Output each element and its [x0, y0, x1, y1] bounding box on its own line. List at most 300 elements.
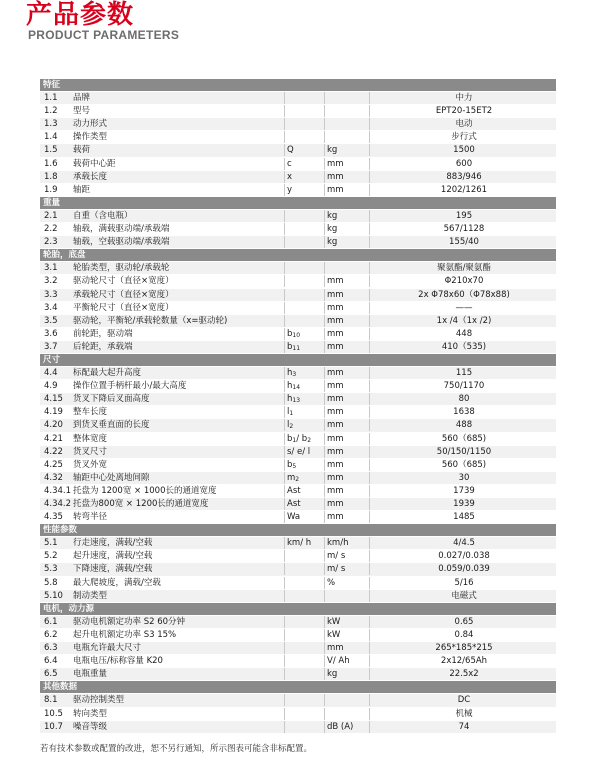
row-value: 机械	[455, 708, 473, 719]
row-symbol	[287, 367, 296, 379]
column-divider	[284, 577, 285, 589]
row-value: 600	[455, 158, 473, 169]
row-symbol	[287, 406, 293, 418]
column-divider	[324, 419, 325, 431]
column-divider	[369, 275, 370, 287]
column-divider	[369, 144, 370, 156]
row-number: 3.6	[44, 328, 58, 339]
column-divider	[369, 655, 370, 667]
row-value: 560（685)	[441, 459, 487, 470]
row-value: 115	[455, 368, 473, 379]
column-divider	[369, 563, 370, 575]
row-symbol	[287, 498, 301, 510]
column-divider	[284, 158, 285, 170]
row-description: 自重（含电瓶）	[73, 210, 133, 221]
row-unit: mm	[327, 394, 344, 405]
column-divider	[369, 341, 370, 353]
section-title: 电机，动力源	[43, 603, 95, 614]
symbol-text: b	[287, 341, 293, 352]
row-number: 5.10	[44, 590, 63, 601]
row-number: 3.5	[44, 315, 58, 326]
table-row	[40, 629, 556, 642]
column-divider	[284, 498, 285, 510]
column-divider	[369, 577, 370, 589]
column-divider	[369, 328, 370, 340]
row-number: 5.8	[44, 577, 58, 588]
column-divider	[324, 367, 325, 379]
row-value: 电动	[455, 119, 473, 130]
row-description: 电瓶重量	[73, 669, 108, 680]
column-divider	[369, 694, 370, 706]
symbol-text: h	[287, 394, 293, 405]
column-divider	[284, 511, 285, 523]
row-description: 操作位置手柄杆最小/最大高度	[73, 381, 187, 392]
column-divider	[369, 642, 370, 654]
table-row	[40, 708, 556, 721]
column-divider	[284, 590, 285, 602]
row-description: 起升速度，满载/空载	[73, 551, 153, 562]
row-description: 轴距中心处离地间隙	[73, 472, 150, 483]
column-divider	[284, 289, 285, 301]
symbol-subscript: 2	[289, 423, 294, 431]
column-divider	[369, 131, 370, 143]
column-divider	[324, 210, 325, 222]
row-symbol	[287, 380, 300, 392]
column-divider	[284, 341, 285, 353]
column-divider	[284, 642, 285, 654]
row-description: 标配最大起升高度	[73, 368, 142, 379]
row-number: 6.3	[44, 643, 58, 654]
row-value: 50/150/1150	[436, 446, 492, 457]
section-title: 性能参数	[43, 525, 78, 536]
row-value: 567/1128	[443, 224, 485, 235]
row-description: 货叉下降后叉面高度	[73, 394, 150, 405]
row-symbol	[287, 393, 300, 405]
row-description: 下降速度，满载/空载	[73, 564, 153, 575]
table-row	[40, 459, 556, 472]
table-row	[40, 92, 556, 105]
column-divider	[324, 721, 325, 733]
column-divider	[324, 590, 325, 602]
table-row	[40, 289, 556, 302]
symbol-text: Q	[287, 145, 294, 156]
row-description: 电瓶允许最大尺寸	[73, 643, 142, 654]
column-divider	[324, 616, 325, 628]
row-unit: kW	[327, 616, 341, 627]
column-divider	[369, 223, 370, 235]
column-divider	[284, 668, 285, 680]
row-value: 聚氨酯/聚氨酯	[437, 263, 491, 274]
row-value: 1485	[453, 512, 475, 523]
row-value: 560（685)	[441, 433, 487, 444]
symbol-subscript: 10	[292, 331, 301, 339]
row-unit: mm	[327, 171, 344, 182]
row-number: 4.20	[44, 420, 63, 431]
column-divider	[284, 315, 285, 327]
row-unit: mm	[327, 328, 344, 339]
row-number: 3.4	[44, 302, 58, 313]
column-divider	[284, 236, 285, 248]
symbol-text: Ast	[287, 499, 301, 509]
row-value: 4/4.5	[453, 538, 475, 549]
column-divider	[324, 118, 325, 130]
column-divider	[369, 105, 370, 117]
table-row	[40, 655, 556, 668]
row-number: 8.1	[44, 695, 58, 706]
table-row	[40, 105, 556, 118]
symbol-subscript: 1	[292, 436, 297, 444]
table-row	[40, 498, 556, 511]
row-symbol	[287, 341, 300, 353]
symbol-text: s/ e/ l	[287, 446, 311, 457]
row-unit: kg	[327, 237, 338, 248]
row-value: DC	[457, 695, 471, 706]
column-divider	[284, 550, 285, 562]
column-divider	[324, 433, 325, 445]
column-divider	[324, 223, 325, 235]
row-value: 步行式	[451, 132, 477, 143]
row-value: 2x12/65Ah	[440, 656, 488, 667]
row-description: 噪音等级	[73, 721, 108, 732]
row-value: 1638	[453, 407, 475, 418]
column-divider	[369, 210, 370, 222]
symbol-text: c	[287, 158, 292, 169]
row-number: 6.1	[44, 616, 58, 627]
row-number: 1.1	[44, 93, 58, 104]
table-row	[40, 472, 556, 485]
column-divider	[324, 289, 325, 301]
row-unit: mm	[327, 315, 344, 326]
row-unit: mm	[327, 302, 344, 313]
row-symbol	[287, 328, 300, 340]
table-row	[40, 341, 556, 354]
row-number: 6.5	[44, 669, 58, 680]
column-divider	[324, 158, 325, 170]
row-number: 6.4	[44, 656, 58, 667]
row-symbol	[287, 459, 296, 471]
symbol-subscript: 13	[292, 397, 301, 405]
column-divider	[369, 537, 370, 549]
section-title: 重量	[43, 197, 61, 208]
row-description: 到货叉垂直面的长度	[73, 420, 150, 431]
row-unit: mm	[327, 184, 344, 195]
symbol-text: h	[287, 368, 293, 379]
row-description: 轴载，满载驱动端/承载端	[73, 224, 170, 235]
table-row	[40, 433, 556, 446]
column-divider	[324, 472, 325, 484]
row-value: 195	[455, 210, 473, 221]
table-row	[40, 406, 556, 419]
column-divider	[324, 629, 325, 641]
row-value: 2x Φ78x60（Φ78x88)	[418, 289, 510, 300]
symbol-subscript: 1	[289, 410, 294, 418]
row-unit: mm	[327, 276, 344, 287]
row-description: 货叉外宽	[73, 459, 108, 470]
table-row	[40, 315, 556, 328]
column-divider	[284, 171, 285, 183]
row-description: 平衡轮尺寸（直径×宽度）	[73, 302, 174, 313]
row-description: 起升电机额定功率 S3 15%	[73, 629, 177, 640]
row-description: 转弯半径	[73, 512, 108, 523]
row-number: 3.2	[44, 276, 58, 287]
row-unit: mm	[327, 407, 344, 418]
row-number: 4.22	[44, 446, 63, 457]
table-row	[40, 367, 556, 380]
page-subtitle: PRODUCT PARAMETERS	[28, 28, 180, 42]
column-divider	[369, 629, 370, 641]
table-row	[40, 380, 556, 393]
table-row	[40, 302, 556, 315]
column-divider	[369, 668, 370, 680]
row-description: 电瓶电压/标称容量 K20	[73, 656, 163, 667]
column-divider	[284, 367, 285, 379]
row-unit: mm	[327, 158, 344, 169]
column-divider	[324, 328, 325, 340]
column-divider	[324, 393, 325, 405]
row-value: 883/946	[446, 171, 482, 182]
row-number: 4.34.1	[44, 485, 72, 496]
row-symbol	[287, 446, 310, 458]
row-symbol	[287, 158, 292, 170]
column-divider	[284, 459, 285, 471]
row-description: 轴距	[73, 184, 91, 195]
row-unit: V/ Ah	[327, 656, 350, 667]
column-divider	[369, 118, 370, 130]
row-number: 5.2	[44, 551, 58, 562]
table-row	[40, 262, 556, 275]
section-header	[40, 354, 556, 367]
row-value: 1x /4（1x /2)	[436, 315, 492, 326]
column-divider	[324, 642, 325, 654]
column-divider	[369, 302, 370, 314]
row-value: 1202/1261	[440, 184, 488, 195]
row-unit: %	[327, 577, 336, 588]
row-number: 4.19	[44, 407, 63, 418]
row-description: 载荷中心距	[73, 158, 116, 169]
column-divider	[369, 262, 370, 274]
column-divider	[284, 446, 285, 458]
table-row	[40, 131, 556, 144]
column-divider	[284, 223, 285, 235]
row-unit: mm	[327, 459, 344, 470]
column-divider	[324, 655, 325, 667]
column-divider	[369, 393, 370, 405]
table-row	[40, 144, 556, 157]
symbol-text: b	[287, 328, 293, 339]
row-description: 承载轮尺寸（直径×宽度）	[73, 289, 174, 300]
column-divider	[324, 184, 325, 196]
row-description: 操作类型	[73, 132, 108, 143]
column-divider	[369, 446, 370, 458]
row-number: 4.15	[44, 394, 63, 405]
row-number: 10.7	[44, 721, 63, 732]
column-divider	[324, 105, 325, 117]
column-divider	[324, 708, 325, 720]
section-header	[40, 681, 556, 694]
symbol-text: Wa	[287, 512, 301, 523]
row-value: EPT20-15ET2	[435, 106, 493, 117]
row-value: 电磁式	[451, 590, 477, 601]
footnote: 若有技术参数或配置的改进，恕不另行通知，所示图表可能含非标配置。	[40, 744, 313, 754]
table-row	[40, 275, 556, 288]
column-divider	[369, 171, 370, 183]
table-row	[40, 184, 556, 197]
column-divider	[324, 446, 325, 458]
row-unit: m/ s	[327, 564, 346, 575]
column-divider	[324, 498, 325, 510]
row-description: 驱动控制类型	[73, 695, 125, 706]
row-value: 155/40	[449, 237, 479, 248]
symbol-text: m	[287, 472, 296, 483]
table-row	[40, 485, 556, 498]
row-symbol	[287, 433, 311, 445]
symbol-subscript-2: 2	[307, 436, 312, 444]
row-symbol	[287, 472, 299, 484]
column-divider	[324, 302, 325, 314]
section-title: 其他数据	[43, 682, 78, 693]
table-row	[40, 393, 556, 406]
row-number: 3.7	[44, 341, 58, 352]
row-symbol	[287, 184, 292, 196]
row-value: 265*185*215	[435, 643, 493, 654]
row-number: 3.1	[44, 263, 58, 274]
row-description: 驱动轮，平衡轮/承载轮数量（x=驱动轮)	[73, 315, 228, 326]
row-unit: km/h	[327, 538, 349, 549]
column-divider	[369, 92, 370, 104]
table-row	[40, 550, 556, 563]
table-row	[40, 616, 556, 629]
column-divider	[324, 144, 325, 156]
row-description: 转向类型	[73, 708, 108, 719]
column-divider	[324, 668, 325, 680]
column-divider	[324, 262, 325, 274]
symbol-text: h	[287, 381, 293, 392]
row-unit: mm	[327, 381, 344, 392]
table-row	[40, 236, 556, 249]
column-divider	[324, 563, 325, 575]
column-divider	[369, 459, 370, 471]
section-title: 尺寸	[43, 354, 61, 365]
symbol-text: l	[287, 420, 290, 431]
row-value: 22.5x2	[449, 669, 479, 680]
row-description: 行走速度，满载/空载	[73, 538, 153, 549]
column-divider	[284, 144, 285, 156]
section-title: 特征	[43, 80, 61, 90]
row-value: 410（535)	[441, 341, 487, 352]
column-divider	[324, 459, 325, 471]
row-number: 1.6	[44, 158, 58, 169]
row-description: 最大爬坡度，满载/空载	[73, 577, 161, 588]
column-divider	[284, 485, 285, 497]
row-number: 2.2	[44, 224, 58, 235]
row-number: 10.5	[44, 708, 63, 719]
row-value: 1500	[453, 145, 475, 156]
column-divider	[369, 433, 370, 445]
row-description: 品牌	[73, 93, 91, 104]
column-divider	[284, 563, 285, 575]
column-divider	[369, 472, 370, 484]
symbol-subscript: 14	[292, 384, 301, 392]
column-divider	[324, 694, 325, 706]
row-unit: dB (A)	[327, 721, 354, 732]
row-number: 1.5	[44, 145, 58, 156]
column-divider	[284, 131, 285, 143]
row-value: 1939	[453, 499, 475, 509]
row-number: 1.9	[44, 184, 58, 195]
column-divider	[369, 590, 370, 602]
row-value: 488	[455, 420, 473, 431]
section-header	[40, 603, 556, 616]
symbol-text-2: / b	[296, 433, 308, 444]
row-number: 6.2	[44, 629, 58, 640]
symbol-subscript: 3	[292, 371, 297, 379]
row-description: 轮胎类型，驱动轮/承载轮	[73, 263, 170, 274]
page-header	[0, 0, 600, 80]
row-description: 驱动电机额定功率 S2 60分钟	[73, 616, 186, 627]
column-divider	[284, 406, 285, 418]
column-divider	[369, 485, 370, 497]
column-divider	[369, 511, 370, 523]
table-row	[40, 668, 556, 681]
section-header	[40, 197, 556, 210]
row-number: 5.1	[44, 538, 58, 549]
column-divider	[284, 393, 285, 405]
column-divider	[324, 485, 325, 497]
column-divider	[284, 655, 285, 667]
column-divider	[324, 315, 325, 327]
symbol-text: x	[287, 171, 293, 182]
table-row	[40, 721, 556, 734]
column-divider	[369, 380, 370, 392]
table-row	[40, 511, 556, 524]
row-description: 托盘为 1200宽 × 1000长的通道宽度	[73, 485, 217, 496]
row-unit: mm	[327, 499, 344, 509]
row-number: 3.3	[44, 289, 58, 300]
row-unit: kg	[327, 210, 338, 221]
column-divider	[284, 262, 285, 274]
row-value: Φ210x70	[444, 276, 484, 287]
table-row	[40, 577, 556, 590]
column-divider	[284, 302, 285, 314]
row-number: 4.4	[44, 368, 58, 379]
row-description: 托盘为800宽 × 1200长的通道宽度	[73, 499, 209, 509]
column-divider	[284, 708, 285, 720]
column-divider	[284, 472, 285, 484]
row-number: 4.32	[44, 472, 63, 483]
row-unit: mm	[327, 289, 344, 300]
table-row	[40, 537, 556, 550]
column-divider	[369, 708, 370, 720]
row-description: 整车长度	[73, 407, 108, 418]
row-unit: kg	[327, 145, 338, 156]
row-description: 驱动轮尺寸（直径×宽度）	[73, 276, 174, 287]
row-description: 后轮距，承载端	[73, 341, 133, 352]
column-divider	[369, 367, 370, 379]
symbol-text: Ast	[287, 485, 301, 496]
row-number: 4.35	[44, 512, 63, 523]
row-number: 1.8	[44, 171, 58, 182]
column-divider	[284, 616, 285, 628]
column-divider	[369, 158, 370, 170]
column-divider	[324, 341, 325, 353]
row-unit: mm	[327, 433, 344, 444]
column-divider	[324, 380, 325, 392]
row-number: 1.3	[44, 119, 58, 130]
column-divider	[284, 275, 285, 287]
column-divider	[369, 406, 370, 418]
row-number: 2.3	[44, 237, 58, 248]
table-row	[40, 694, 556, 707]
